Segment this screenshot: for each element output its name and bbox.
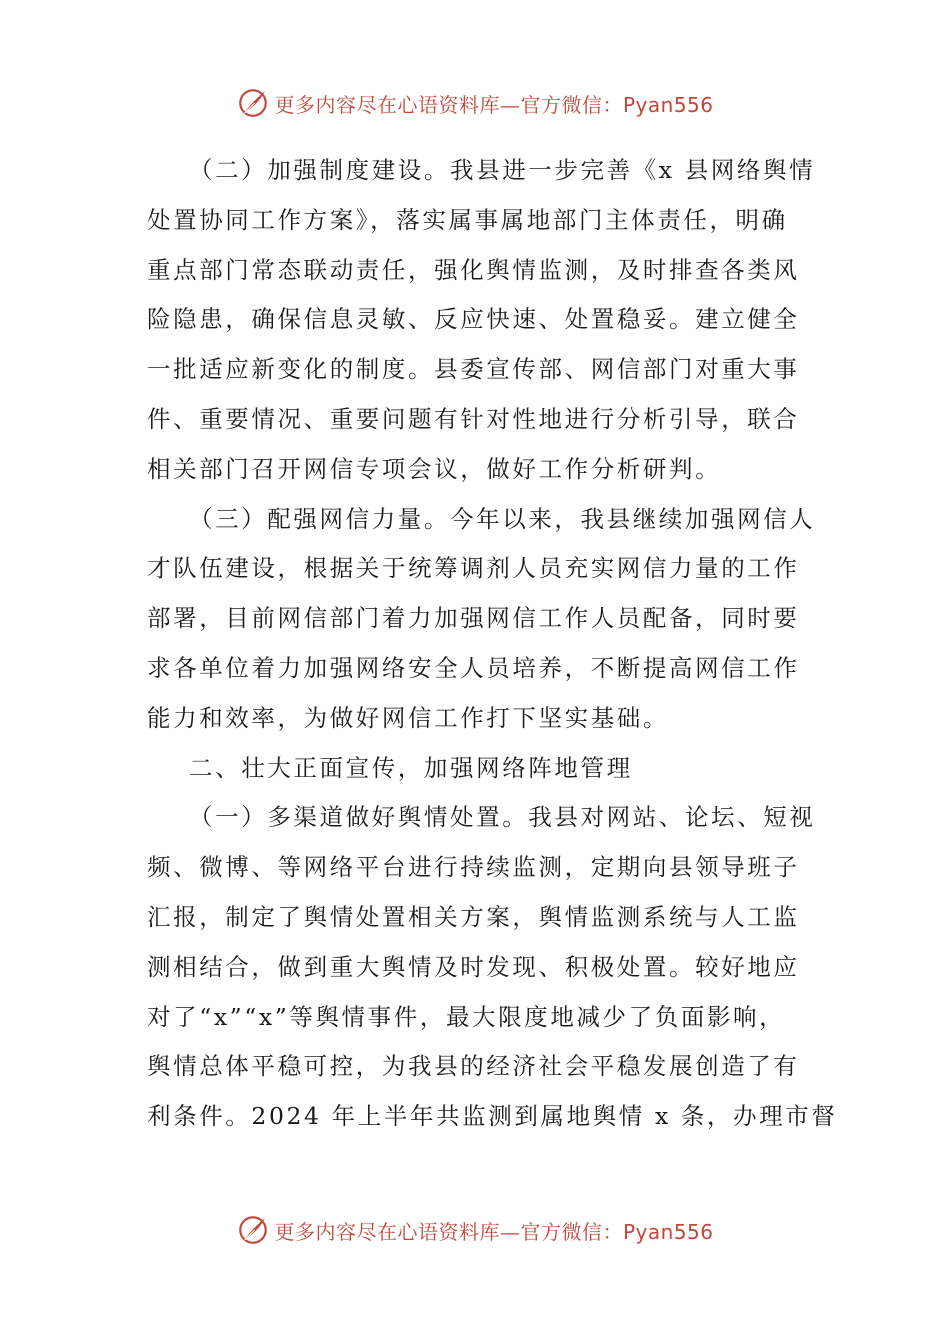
text-line: 重点部门常态联动责任，强化舆情监测，及时排查各类风 [147,255,800,284]
watermark-wechat-id: Pyan556 [622,1219,714,1244]
heading-line: 二、壮大正面宣传，加强网络阵地管理 [189,753,633,782]
text-line: 利条件。2024 年上半年共监测到属地舆情 x 条，办理市督 [147,1102,838,1131]
section-heading [147,744,807,794]
text-line: 汇报，制定了舆情处置相关方案，舆情监测系统与人工监 [147,902,800,931]
document-body [147,146,838,1142]
watermark-label: 更多内容尽在心语资料库—官方微信： [274,92,623,117]
watermark-label: 更多内容尽在心语资料库—官方微信： [274,1219,623,1244]
quill-logo-icon [236,86,270,120]
watermark-text [274,1216,713,1245]
paragraph-system-building [147,146,816,495]
quill-logo-icon [236,1213,270,1247]
text-line: 频、微博、等网络平台进行持续监测，定期向县领导班子 [147,853,800,882]
text-line: 件、重要情况、重要问题有针对性地进行分析引导，联合 [147,404,800,433]
text-line: 能力和效率，为做好网信工作打下坚实基础。 [147,703,669,732]
paragraph-public-opinion [147,793,838,1142]
text-line: 测相结合，做到重大舆情及时发现、积极处置。较好地应 [147,952,800,981]
header-watermark [0,83,950,123]
text-line: （二）加强制度建设。我县进一步完善《x 县网络舆情 [189,156,816,184]
footer-watermark [0,1210,950,1250]
watermark-wechat-id: Pyan556 [622,92,714,117]
text-line: 才队伍建设，根据关于统筹调剂人员充实网信力量的工作 [147,554,800,583]
text-line: 对了“x”“x”等舆情事件，最大限度地减少了负面影响， [147,1002,786,1031]
text-line: 险隐患，确保信息灵敏、反应快速、处置稳妥。建立健全 [147,305,800,334]
text-line: 求各单位着力加强网络安全人员培养，不断提高网信工作 [147,653,800,682]
watermark-text [274,89,713,118]
text-line: （一）多渠道做好舆情处置。我县对网站、论坛、短视 [189,803,816,832]
text-line: 一批适应新变化的制度。县委宣传部、网信部门对重大事 [147,355,800,384]
text-line: 部署，目前网信部门着力加强网信工作人员配备，同时要 [147,604,800,633]
text-line: 舆情总体平稳可控，为我县的经济社会平稳发展创造了有 [147,1052,800,1081]
text-line: （三）配强网信力量。今年以来，我县继续加强网信人 [189,504,816,533]
text-line: 处置协同工作方案》，落实属事属地部门主体责任，明确 [147,205,788,234]
paragraph-staffing [147,495,816,744]
text-line: 相关部门召开网信专项会议，做好工作分析研判。 [147,454,722,483]
